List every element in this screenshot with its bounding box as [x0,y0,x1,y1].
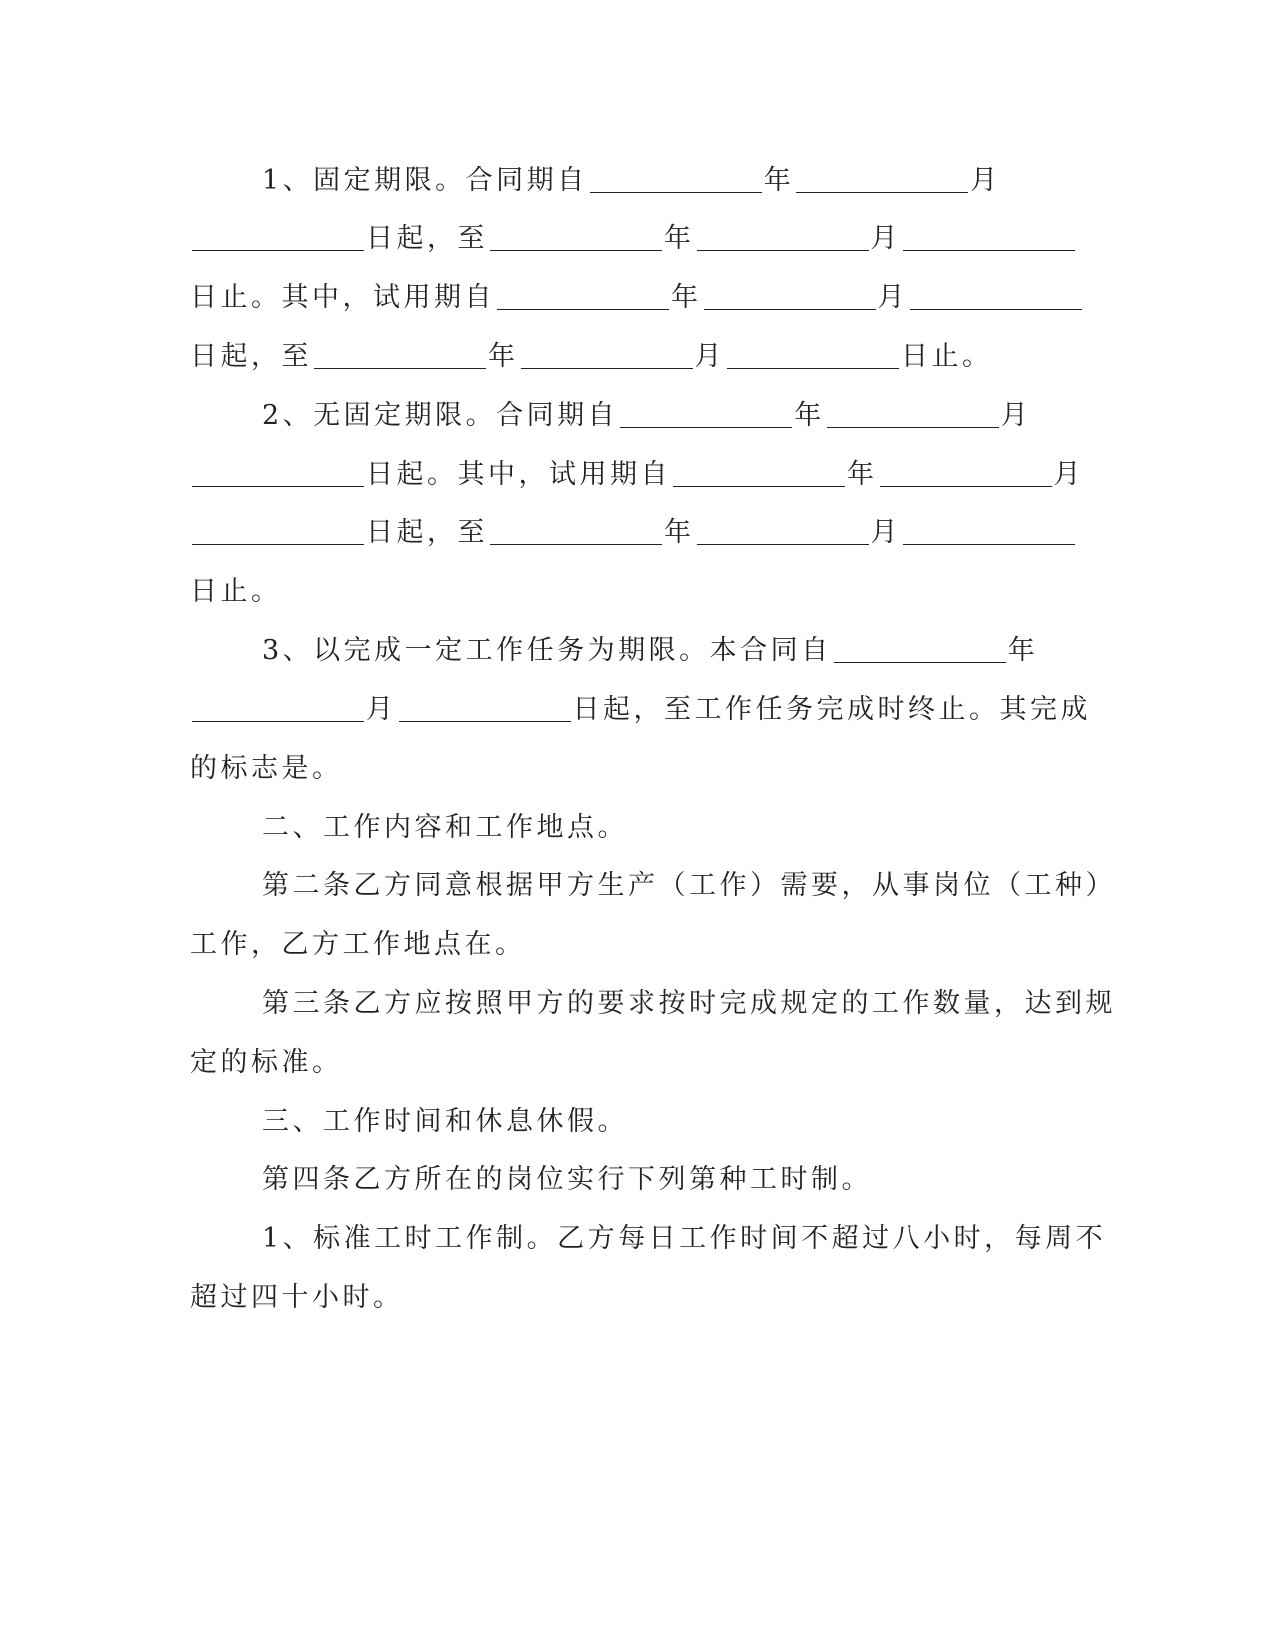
text-segment: 定的标准。 [190,1047,343,1078]
text-segment: 工作，乙方工作地点在。 [190,929,526,960]
fill-blank [673,458,845,487]
fill-blank [314,340,486,369]
fill-blank [192,516,364,545]
text-segment: 第二条乙方同意根据甲方生产（工作）需要，从事岗位（工种） [262,870,1116,901]
text-segment: 月 [694,341,725,372]
text-segment: 年 [847,459,878,490]
text-segment: 1、标准工时工作制。乙方每日工作时间不超过八小时，每周不 [262,1223,1107,1254]
text-segment: 年 [488,341,519,372]
text-segment: 二、工作内容和工作地点。 [262,812,628,843]
fill-blank [834,634,1006,663]
text-line [262,161,1001,201]
text-segment: 日止。 [190,576,282,607]
text-segment: 的标志是。 [190,753,343,784]
text-line [262,984,1116,1024]
text-line [262,866,1116,906]
text-line [262,631,1038,671]
text-segment: 日起，至 [366,223,488,254]
text-segment: 年 [1007,635,1039,666]
fill-blank [697,222,869,251]
fill-blank [910,281,1082,310]
fill-blank [827,399,999,428]
text-segment: 年 [664,223,695,254]
text-segment: 年 [794,400,825,431]
text-segment: 年 [664,517,695,548]
text-line [190,278,1084,318]
fill-blank [490,222,662,251]
text-line [190,749,343,789]
text-segment: 月 [870,517,901,548]
text-segment: 年 [763,165,795,196]
section-heading [262,808,628,848]
text-segment: 年 [671,282,702,313]
fill-blank [903,516,1075,545]
text-segment: 日起，至工作任务完成时终止。其完成 [572,694,1091,725]
text-line [190,1278,404,1318]
text-line [262,1160,872,1200]
fill-blank [903,222,1075,251]
text-segment: 超过四十小时。 [190,1282,404,1313]
section-heading [262,1102,628,1142]
text-line [190,513,1077,553]
text-segment: 日起。其中，试用期自 [366,459,671,490]
fill-blank [192,458,364,487]
text-segment: 3、以完成一定工作任务为期限。本合同自 [262,635,832,666]
fill-blank [697,516,869,545]
text-segment: 月 [1000,400,1032,431]
text-segment: 月 [1053,459,1084,490]
text-segment: 月 [970,165,1001,196]
fill-blank [521,340,693,369]
fill-blank [399,693,571,722]
text-segment: 日起，至 [190,341,312,372]
text-line [190,572,282,612]
text-segment: 月 [366,694,397,725]
text-segment: 第三条乙方应按照甲方的要求按时完成规定的工作数量，达到规 [262,988,1116,1019]
text-segment: 月 [870,223,901,254]
fill-blank [796,164,968,193]
fill-blank [497,281,669,310]
fill-blank [727,340,899,369]
text-segment: 月 [877,282,908,313]
fill-blank [880,458,1052,487]
text-segment: 日起，至 [366,517,488,548]
fill-blank [590,164,762,193]
text-line [190,337,993,377]
text-segment: 日止。 [901,341,993,372]
text-segment: 1、固定期限。合同期自 [262,165,588,196]
text-segment: 第四条乙方所在的岗位实行下列第种工时制。 [262,1164,872,1195]
text-line [262,396,1031,436]
text-line [190,925,526,965]
fill-blank [192,222,364,251]
fill-blank [704,281,876,310]
text-segment: 2、无固定期限。合同期自 [262,400,619,431]
fill-blank [192,693,364,722]
text-line [190,455,1084,495]
fill-blank [490,516,662,545]
text-line [190,690,1091,730]
text-line [262,1219,1106,1259]
fill-blank [620,399,792,428]
text-line [190,1043,343,1083]
text-segment: 日止。其中，试用期自 [190,282,495,313]
text-segment: 三、工作时间和休息休假。 [262,1106,628,1137]
text-line [190,219,1077,259]
